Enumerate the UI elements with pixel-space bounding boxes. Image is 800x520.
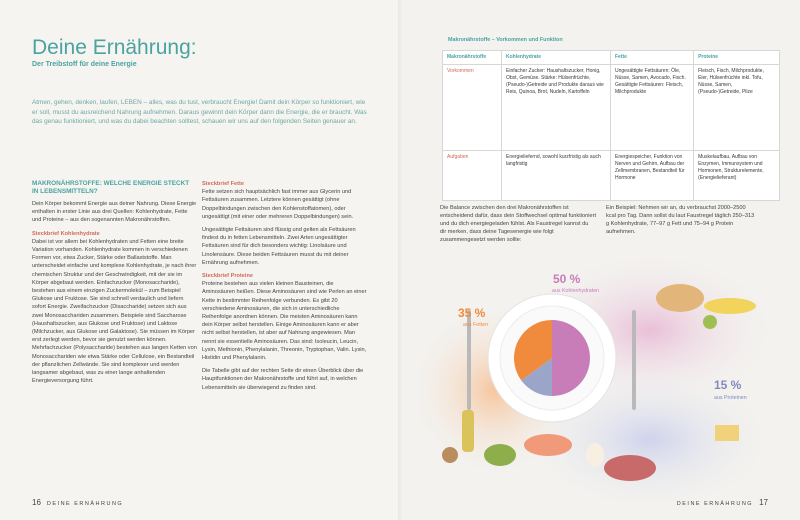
balance-paragraph: Die Balance zwischen den drei Makronährstoffen ist entscheidend dafür, dass dein Stoffwechsel optimal funktioniert und du dich energiegeladen fühlst. Als Faustregel kannst du dir merken, dass deine Tagesenergie wie folgt zusammengesetzt werden sollte: xyxy=(440,205,596,243)
table-header-row xyxy=(443,51,780,65)
table-cell: Einfacher Zucker: Haushaltszucker, Honig, Obst, Gemüse. Stärke: Hülsenfrüchte, (Pseudo-)Getreide und Produkte daraus wie Reis, Quinoa, Brot, Nudeln, Kartoffeln xyxy=(502,65,611,151)
intro-paragraph: Atmen, gehen, denken, laufen, LEBEN – alles, was du tust, verbraucht Energie! Damit dein Körper so funktioniert, wie er soll, musst du ausreichend Nahrung aufnehmen. Daraus gewinnt dein Körper dann die Energie, die er braucht. Was das genau funktioniert, und was du dabei beachten solltest, schauen wir uns auf den folgenden Seiten genauer an. xyxy=(32,99,367,126)
page-number-right: 17 xyxy=(759,498,768,507)
page-subtitle: Der Treibstoff für deine Energie xyxy=(32,61,137,68)
nut-icon xyxy=(442,447,458,463)
label-fat: aus Fetten xyxy=(463,322,489,328)
paragraph-table-ref: Die Tabelle gibt auf der rechten Seite dir einen Überblick über die Hauptfunktionen der Makronährstoffe und führt auf, in welchen Lebensmitteln sie überwiegend zu finden sind. xyxy=(202,368,364,391)
table-cell: Energiespeicher, Funktion von Nerven und Gehirn, Aufbau der Zellmembranen, Bestandteil für Hormone xyxy=(611,151,694,201)
knife-icon xyxy=(632,310,636,410)
pct-protein: 15 % xyxy=(714,378,742,392)
meat-icon xyxy=(604,455,656,481)
running-footer-left: DEINE ERNÄHRUNG xyxy=(46,501,124,507)
table-header: Makronährstoffe xyxy=(443,51,502,65)
folio-left xyxy=(32,498,129,507)
avocado-icon xyxy=(484,444,516,466)
label-protein: aus Proteinen xyxy=(714,395,747,401)
table-cell: Ungesättigte Fettsäuren: Öle, Nüsse, Samen, Avocado, Fisch. Gesättigte Fettsäuren: Fleisch, Milchprodukte xyxy=(611,65,694,151)
table-caption: Makronährstoffe – Vorkommen und Funktion xyxy=(448,37,563,43)
page-title: Deine Ernährung: xyxy=(32,36,197,59)
right-page xyxy=(400,0,800,520)
table-row-label: Aufgaben xyxy=(443,151,502,201)
heading-fats: Steckbrief Fette xyxy=(202,181,244,187)
book-gutter xyxy=(398,0,402,520)
table-row-label: Vorkommen xyxy=(443,65,502,151)
text-column-2 xyxy=(202,180,367,397)
table-cell: Fleisch, Fisch, Milchprodukte, Eier, Hülsenfrüchte inkl. Tofu, Nüsse, Samen, (Pseudo-)Getreide, Pilze xyxy=(694,65,780,151)
folio-right xyxy=(671,498,768,507)
table-cell: Muskelaufbau, Aufbau von Enzymen, Immunsystem und Hormonen, Strukturelemente, (Energielieferant) xyxy=(694,151,780,201)
paragraph-proteins: Proteine bestehen aus vielen kleinen Bausteinen, die Aminosäuren heißen. Diese Aminosäuren sind wie Perlen an einer Kette in bestimmter Reihenfolge verbunden. Es gibt 20 verschiedene Aminosäuren, die sich in unterschiedliche Reihenfolge anordnen können. Die meisten Aminosäuren kann dein Körper selbst herstellen. Einige Aminosäuren kann er aber nicht selbst herstellen, ist aber auf Nahrung angewiesen. Man nennt sie essentielle Aminosäuren. Das sind: Isoleucin, Leucin, Lysin, Methionin, Phenylalanin, Threonin, Tryptophan, Valin. Lysin, Histidin und Phenylalanin. xyxy=(202,281,367,362)
plate-illustration xyxy=(400,240,800,510)
paragraph-fats-1: Fette setzen sich hauptsächlich fast immer aus Glycerin und Fettsäuren zusammen. Letztere können gesättigt (ohne Doppelbindungen zwischen den Kohlenstoffatomen), oder ungesättigt (mit einer oder mehreren Doppelbindungen) sein. xyxy=(202,189,354,220)
running-footer-right: DEINE ERNÄHRUNG xyxy=(676,501,754,507)
table-cell: Energieliefernd, sowohl kurzfristig als auch langfristig xyxy=(502,151,611,201)
table-header: Fette xyxy=(611,51,694,65)
egg-icon xyxy=(586,443,604,467)
bread-icon xyxy=(656,284,704,312)
example-paragraph: Ein Beispiel: Nehmen wir an, du verbrauchst 2000–2500 kcal pro Tag. Dann sollst du laut Faustregel täglich 250–313 g Kohlenhydrate, 77–97 g Fett und 75–94 g Protein aufnehmen. xyxy=(606,205,755,235)
banana-icon xyxy=(704,298,756,314)
oil-bottle-icon xyxy=(462,410,474,452)
paragraph-carbs: Dabei ist vor allem bei Kohlenhydraten und Fetten eine breite Variation vorhanden. Kohlenhydrate kommen in verschiedenen Formen vor, etwa Zucker, Stärke oder Ballaststoffe. Man unterscheidet einfache und komplexe Kohlenhydrate, je nach ihrer chemischen Struktur und der Geschwindigkeit, mit der sie im Körper abgebaut werden. Einfachzucker (Monosaccharide), bestehen aus einem einzigen Zuckermolekül – zum Beispiel Glukose und Fruktose. Sie sind schnell verdaulich und liefern sofort Energie. Zweifachzucker (Disaccharide) setzen sich aus zwei Monosacchariden zusammen. Beispiele sind Saccharose (Haushaltszucker, aus Glukose und Fruktose) und Laktose (Milchzucker, aus Glukose und Galaktose). Sie müssen im Körper erst zerlegt werden, bevor sie genutzt werden können. Mehrfachzucker (Polysaccharide) bestehen aus langen Ketten von Monosacchariden wie etwa Stärke oder Cellulose, ein Bestandteil der pflanzlichen Zellwände. Sie sind komplexer und werden langsamer abgebaut, was zu einer lange anhaltenden Energieversorgung führt. xyxy=(32,238,197,385)
heading-proteins: Steckbrief Proteine xyxy=(202,273,253,280)
heading-carbs: Steckbrief Kohlenhydrate xyxy=(32,230,100,237)
text-column-1 xyxy=(32,180,197,390)
paragraph-energy-sources: Dein Körper bekommt Energie aus deiner Nahrung. Diese Energie enthalten in erster Linie aus drei Quellen: Kohlenhydrate, Fette und Proteine – aus den sogenannten Makronährstoffen. xyxy=(32,201,197,224)
table-header: Proteine xyxy=(694,51,780,65)
pct-fat: 35 % xyxy=(458,306,486,320)
table-row xyxy=(443,65,780,151)
label-carbs: aus Kohlenhydraten xyxy=(552,288,600,294)
section-heading-macros: MAKRONÄHRSTOFFE: WELCHE ENERGIE STECKT IN LEBENSMITTELN? xyxy=(32,180,190,195)
page-number-left: 16 xyxy=(32,498,41,507)
salmon-icon xyxy=(524,434,572,456)
macronutrient-table xyxy=(442,50,780,201)
macro-pie xyxy=(514,320,590,396)
paragraph-fats-2: Ungesättigte Fettsäuren sind flüssig und gelten als Fettsäuren findest du in fetten Lebensmitteln. Zwei Arten ungesättigter Fettsäuren sind für dich besonders wichtig: Linolsäure und Linolensäure. Diese beiden Fettsäuren musst du mit deiner Ernährung aufnehmen. xyxy=(202,227,356,266)
table-header: Kohlenhydrate xyxy=(502,51,611,65)
table-row xyxy=(443,151,780,201)
grapes-icon xyxy=(703,315,717,329)
cheese-icon xyxy=(715,425,739,441)
pct-carbs: 50 % xyxy=(553,272,581,286)
